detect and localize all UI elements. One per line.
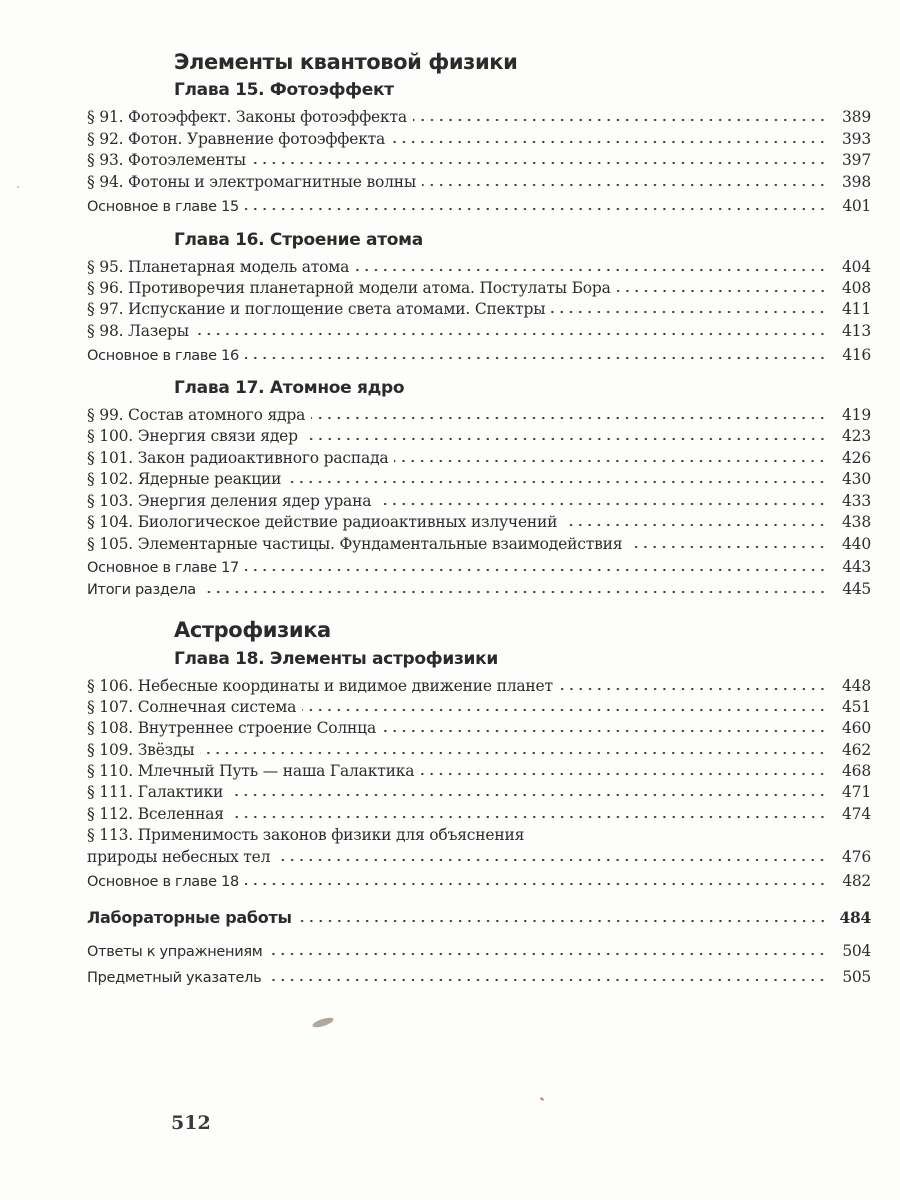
dot-leader [252, 161, 827, 165]
ink-smudge [311, 1016, 334, 1029]
toc-entry-label: § 113. Применимость законов физики для объяснения [87, 826, 525, 844]
toc-entry-page: 411 [842, 300, 871, 318]
toc-entry-label: § 92. Фотон. Уравнение фотоэффекта [87, 130, 386, 148]
toc-entry [87, 826, 871, 847]
dot-leader [298, 919, 827, 923]
toc-entry-label: Основное в главе 17 [87, 560, 239, 576]
toc-entry-label: § 97. Испускание и поглощение света атомами. Спектры [87, 300, 546, 318]
toc-entry [87, 279, 871, 300]
toc-entry [87, 346, 871, 367]
toc-entry-page: 423 [842, 427, 871, 445]
toc-entry-page: 440 [842, 535, 871, 553]
toc-entry [87, 968, 871, 989]
toc-entry-page: 482 [842, 872, 871, 890]
toc-entry [87, 535, 871, 556]
toc-entry [87, 698, 871, 719]
toc-entry-page: 443 [842, 558, 871, 576]
toc-entry [87, 130, 871, 151]
dot-leader [268, 952, 827, 956]
dot-leader [200, 751, 827, 755]
toc-entry-label: § 91. Фотоэффект. Законы фотоэффекта [87, 108, 407, 126]
chapter-title: Глава 16. Строение атома [174, 230, 423, 250]
toc-entry-label: Основное в главе 18 [87, 874, 239, 890]
dot-leader [628, 545, 827, 549]
toc-entry-page: 430 [842, 470, 871, 488]
toc-entry-label: § 105. Элементарные частицы. Фундаментальные взаимодействия [87, 535, 623, 553]
red-speck [540, 1097, 544, 1101]
toc-entry-label: § 112. Вселенная [87, 805, 224, 823]
toc-entry-label: § 99. Состав атомного ядра [87, 406, 306, 424]
toc-entry-page: 416 [842, 346, 871, 364]
dot-leader [245, 882, 827, 886]
toc-entry-label: § 102. Ядерные реакции [87, 470, 282, 488]
toc-entry-label: § 103. Энергия деления ядер урана [87, 492, 372, 510]
toc-entry-page: 504 [842, 942, 871, 960]
dot-leader [202, 590, 827, 594]
toc-entry-page: 448 [842, 677, 871, 695]
toc-entry [87, 741, 871, 762]
toc-entry [87, 719, 871, 740]
dot-leader [311, 416, 827, 420]
toc-entry [87, 427, 871, 448]
toc-entry-label: § 110. Млечный Путь — наша Галактика [87, 762, 415, 780]
toc-entry [87, 470, 871, 491]
dot-leader [245, 568, 827, 572]
dot-leader [422, 183, 827, 187]
toc-entry [87, 872, 871, 893]
toc-entry-label: § 111. Галактики [87, 783, 224, 801]
toc-entry-label: § 98. Лазеры [87, 322, 189, 340]
toc-entry [87, 762, 871, 783]
chapter-title: Глава 18. Элементы астрофизики [174, 649, 498, 669]
toc-entry-label: Итоги раздела [87, 582, 196, 598]
toc-entry-label: Основное в главе 16 [87, 348, 239, 364]
dot-leader [245, 356, 827, 360]
toc-entry-page: 476 [842, 848, 871, 866]
toc-entry-label: § 94. Фотоны и электромагнитные волны [87, 173, 417, 191]
toc-entry-label: § 107. Солнечная система [87, 698, 297, 716]
toc-entry [87, 322, 871, 343]
toc-entry [87, 783, 871, 804]
toc-entry [87, 558, 871, 579]
toc-entry [87, 151, 871, 172]
toc-entry-page: 468 [842, 762, 871, 780]
toc-entry-page: 426 [842, 449, 871, 467]
toc-entry [87, 108, 871, 129]
toc-entry-page: 398 [842, 173, 871, 191]
toc-entry-label: § 96. Противоречия планетарной модели атома. Постулаты Бора [87, 279, 611, 297]
dot-leader [413, 118, 827, 122]
dot-leader [420, 772, 827, 776]
toc-entry [87, 197, 871, 218]
toc-entry-label: природы небесных тел [87, 848, 271, 866]
toc-entry-page: 471 [842, 783, 871, 801]
toc-entry-page: 484 [839, 908, 871, 927]
toc-entry-label: Лабораторные работы [87, 908, 292, 927]
toc-entry [87, 449, 871, 470]
toc-entry [87, 300, 871, 321]
toc-entry-label: Предметный указатель [87, 970, 262, 986]
toc-entry [87, 580, 871, 601]
toc-entry-page: 401 [842, 197, 871, 215]
toc-entry-label: Основное в главе 15 [87, 199, 239, 215]
dot-leader [377, 502, 827, 506]
dot-leader [229, 793, 827, 797]
toc-entry-page: 474 [842, 805, 871, 823]
dot-leader [394, 459, 827, 463]
toc-entry-label: § 95. Планетарная модель атома [87, 258, 350, 276]
toc-entry-label: § 108. Внутреннее строение Солнца [87, 719, 376, 737]
toc-entry [87, 406, 871, 427]
dot-leader [391, 140, 827, 144]
toc-entry [87, 513, 871, 534]
toc-entry-page: 438 [842, 513, 871, 531]
dot-leader [551, 310, 827, 314]
toc-entry-label: § 93. Фотоэлементы [87, 151, 246, 169]
toc-entry [87, 848, 871, 869]
toc-entry-page: 433 [842, 492, 871, 510]
toc-entry-page: 445 [842, 580, 871, 598]
dot-leader [230, 815, 827, 819]
toc-entry-page: 397 [842, 151, 871, 169]
page-number: 512 [171, 1112, 211, 1134]
toc-entry-page: 451 [842, 698, 871, 716]
toc-entry-page: 413 [842, 322, 871, 340]
toc-entry-page: 393 [842, 130, 871, 148]
dot-leader [559, 687, 827, 691]
toc-entry-page: 460 [842, 719, 871, 737]
dot-leader [195, 332, 827, 336]
dot-leader [617, 289, 827, 293]
dot-leader [302, 708, 827, 712]
toc-entry [87, 258, 871, 279]
toc-entry-page: 389 [842, 108, 871, 126]
toc-entry-page: 462 [842, 741, 871, 759]
dot-leader [276, 858, 827, 862]
toc-entry [87, 908, 871, 929]
toc-entry [87, 173, 871, 194]
toc-entry-page: 408 [842, 279, 871, 297]
chapter-title: Глава 15. Фотоэффект [174, 80, 394, 100]
toc-entry-page: 419 [842, 406, 871, 424]
dot-leader [563, 523, 827, 527]
dot-leader [382, 729, 827, 733]
section-title: Астрофизика [174, 618, 331, 642]
toc-entry-label: § 109. Звёзды [87, 741, 195, 759]
toc-entry [87, 942, 871, 963]
toc-entry-label: Ответы к упражнениям [87, 944, 263, 960]
toc-entry-page: 505 [842, 968, 871, 986]
toc-entry-label: § 101. Закон радиоактивного распада [87, 449, 389, 467]
dot-leader [245, 207, 827, 211]
dot-leader [287, 480, 827, 484]
dust-speck [17, 186, 19, 188]
toc-entry-page: 404 [842, 258, 871, 276]
toc-entry-label: § 104. Биологическое действие радиоактивных излучений [87, 513, 558, 531]
chapter-title: Глава 17. Атомное ядро [174, 378, 405, 398]
toc-entry [87, 805, 871, 826]
toc-entry [87, 492, 871, 513]
dot-leader [355, 268, 827, 272]
toc-entry-label: § 106. Небесные координаты и видимое движение планет [87, 677, 553, 695]
section-title: Элементы квантовой физики [174, 50, 518, 74]
toc-entry [87, 677, 871, 698]
dot-leader [267, 978, 827, 982]
dot-leader [304, 437, 827, 441]
toc-entry-label: § 100. Энергия связи ядер [87, 427, 298, 445]
